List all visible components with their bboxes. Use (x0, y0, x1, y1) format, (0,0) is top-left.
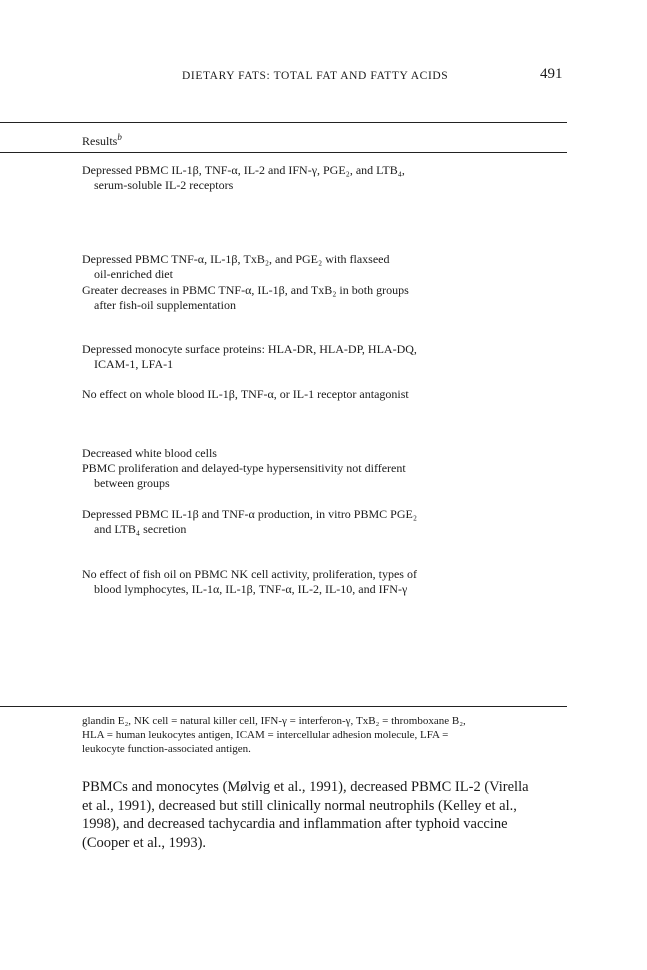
table-header-rule (0, 152, 567, 153)
table-cell-line: blood lymphocytes, IL-1α, IL-1β, TNF-α, IL-2, IL-10, and IFN-γ (94, 582, 408, 596)
table-row (82, 283, 542, 313)
table-cell-line: No effect on whole blood IL-1β, TNF-α, or IL-1 receptor antagonist (82, 387, 409, 401)
page-number: 491 (540, 66, 563, 82)
table-cell-line: Decreased white blood cells (82, 446, 217, 460)
table-cell-line: Greater decreases in PBMC TNF-α, IL-1β, and TxB₂ in both groups (82, 283, 409, 297)
body-line: et al., 1991), decreased but still clinically normal neutrophils (Kelley et al., (82, 797, 517, 814)
table-row (82, 461, 542, 491)
table-cell-line: ICAM-1, LFA-1 (94, 357, 174, 371)
table-cell-line: and LTB₄ secretion (94, 522, 187, 536)
footnote-line: glandin E₂, NK cell = natural killer cell, IFN-γ = interferon-γ, TxB₂ = thromboxane B₂, (82, 715, 466, 727)
table-footnote (82, 714, 572, 756)
body-line: 1998), and decreased tachycardia and inflammation after typhoid vaccine (82, 816, 508, 832)
table-cell-line: Depressed monocyte surface proteins: HLA-DR, HLA-DP, HLA-DQ, (82, 342, 417, 356)
table-bottom-rule (0, 706, 567, 707)
table-cell-line: oil-enriched diet (94, 267, 173, 281)
table-cell-line: Depressed PBMC IL-1β, TNF-α, IL-2 and IFN-γ, PGE₂, and LTB₄, (82, 163, 405, 177)
table-row (82, 507, 542, 537)
column-header-results (82, 134, 122, 149)
column-header-label: Results (82, 134, 118, 148)
table-row (82, 387, 542, 402)
body-paragraph (82, 778, 572, 852)
table-row (82, 446, 542, 461)
table-row (82, 342, 542, 372)
table-cell-line: No effect of fish oil on PBMC NK cell activity, proliferation, types of (82, 567, 417, 581)
table-top-rule (0, 122, 567, 123)
table-row (82, 567, 542, 597)
table-cell-line: Depressed PBMC TNF-α, IL-1β, TxB₂, and PGE₂ with flaxseed (82, 252, 390, 266)
body-line: PBMCs and monocytes (Mølvig et al., 1991), decreased PBMC IL-2 (Virella (82, 779, 529, 795)
body-line: (Cooper et al., 1993). (82, 834, 207, 851)
running-header: DIETARY FATS: TOTAL FAT AND FATTY ACIDS (182, 70, 449, 82)
table-cell-line: after fish-oil supplementation (94, 298, 236, 312)
footnote-line: leukocyte function-associated antigen. (82, 743, 251, 755)
footnote-marker: b (117, 132, 122, 142)
table-row (82, 252, 542, 282)
table-row (82, 163, 542, 193)
table-cell-line: between groups (94, 476, 170, 490)
table-cell-line: serum-soluble IL-2 receptors (94, 178, 234, 192)
table-cell-line: PBMC proliferation and delayed-type hypersensitivity not different (82, 461, 406, 475)
table-cell-line: Depressed PBMC IL-1β and TNF-α production, in vitro PBMC PGE₂ (82, 507, 418, 521)
footnote-line: HLA = human leukocytes antigen, ICAM = intercellular adhesion molecule, LFA = (82, 729, 449, 741)
